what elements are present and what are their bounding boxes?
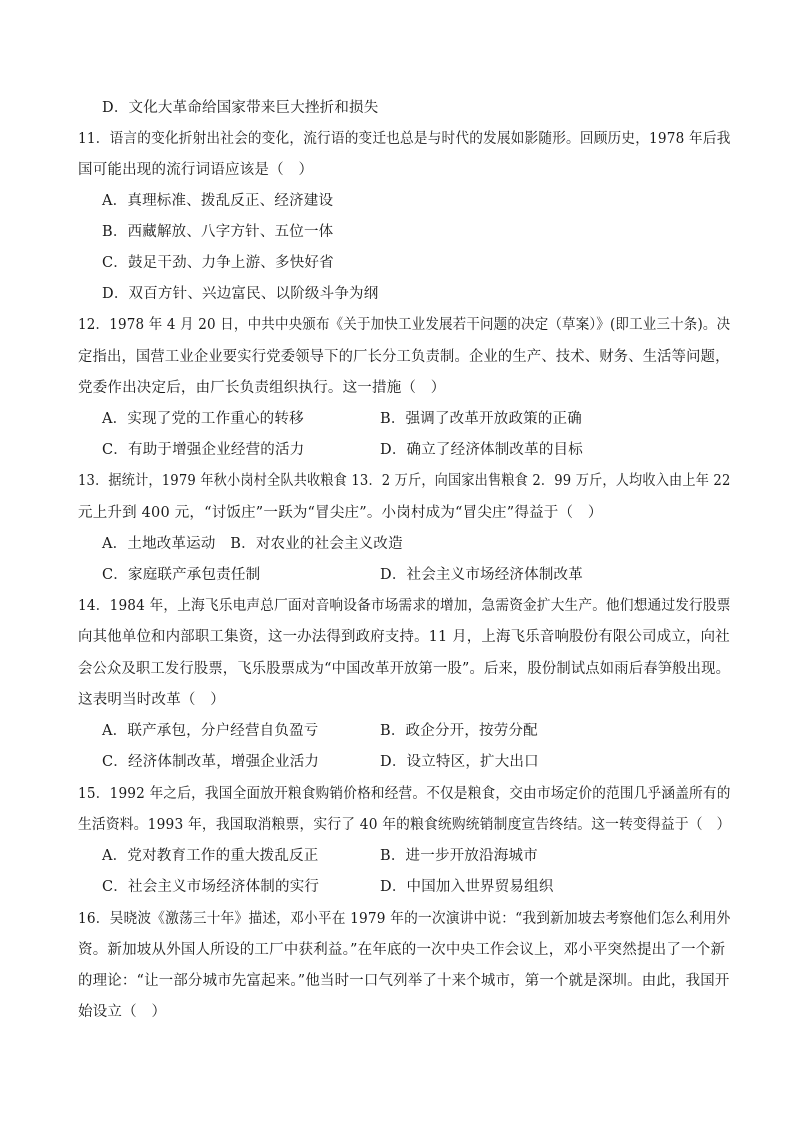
question-11-option-b: B．西藏解放、八字方针、五位一体 bbox=[102, 224, 334, 240]
question-14-option-d: D．设立特区，扩大出口 bbox=[380, 754, 539, 770]
question-14-stem-line-2: 向其他单位和内部职工集资，这一办法得到政府支持。11 月，上海飞乐音响股份有限公司成立，向社 bbox=[78, 629, 730, 645]
question-12-stem-line-1: 12．1978 年 4 月 20 日，中共中央颁布《关于加快工业发展若干问题的决定（草案）》(即工业三十条)。决 bbox=[78, 317, 731, 333]
question-15-option-c: C．社会主义市场经济体制的实行 bbox=[102, 879, 320, 895]
question-15-option-d: D．中国加入世界贸易组织 bbox=[380, 879, 554, 895]
question-14-option-b: B．政企分开，按劳分配 bbox=[380, 723, 538, 739]
question-14-stem-line-1: 14．1984 年，上海飞乐电声总厂面对音响设备市场需求的增加，急需资金扩大生产。他们想通过发行股票 bbox=[78, 598, 731, 614]
question-11-stem-line-1: 11．语言的变化折射出社会的变化，流行语的变迁也总是与时代的发展如影随形。回顾历史，1978 年后我 bbox=[78, 131, 731, 147]
question-13-stem-line-1: 13．据统计，1979 年秋小岗村全队共收粮食 13．2 万斤，向国家出售粮食 2．99 万斤，人均收入由上年 22 bbox=[78, 473, 731, 489]
question-14-option-a: A．联产承包，分户经营自负盈亏 bbox=[102, 723, 319, 739]
question-12-stem-line-3: 党委作出决定后，由厂长负责组织执行。这一措施（ ） bbox=[78, 380, 446, 396]
question-16-stem-line-2: 资。新加坡从外国人所设的工厂中获利益。”在年底的一次中央工作会议上，邓小平突然提出了一个新 bbox=[78, 942, 726, 958]
question-11-option-d: D．双百方针、兴边富民、以阶级斗争为纲 bbox=[102, 286, 379, 302]
prev-question-option-d: D．文化大革命给国家带来巨大挫折和损失 bbox=[102, 100, 379, 116]
question-12-stem-line-2: 定指出，国营工业企业要实行党委领导下的厂长分工负责制。企业的生产、技术、财务、生活等问题， bbox=[78, 349, 730, 365]
question-15-option-b: B．进一步开放沿海城市 bbox=[380, 848, 538, 864]
question-15-stem-line-1: 15．1992 年之后，我国全面放开粮食购销价格和经营。不仅是粮食，交由市场定价的范围几乎涵盖所有的 bbox=[78, 786, 731, 802]
question-13-stem-line-2: 元上升到 400 元，“讨饭庄”一跃为“冒尖庄”。小岗村成为“冒尖庄”得益于（ ） bbox=[78, 505, 603, 521]
question-12-option-c: C．有助于增强企业经营的活力 bbox=[102, 442, 305, 458]
question-14-option-c: C．经济体制改革，增强企业活力 bbox=[102, 754, 320, 770]
question-14-stem-line-3: 会公众及职工发行股票，飞乐股票成为“中国改革开放第一股”。后来，股份制试点如雨后春笋般出现。 bbox=[78, 661, 731, 677]
question-11-option-a: A．真理标准、拨乱反正、经济建设 bbox=[102, 193, 334, 209]
question-11-stem-line-2: 国可能出现的流行词语应该是（ ） bbox=[78, 162, 314, 178]
question-15-stem-line-2: 生活资料。1993 年，我国取消粮票，实行了 40 年的粮食统购统销制度宣告终结。这一转变得益于（ ） bbox=[78, 817, 731, 833]
question-15-option-a: A．党对教育工作的重大拨乱反正 bbox=[102, 848, 319, 864]
question-13-option-a-b: A．土地改革运动 B．对农业的社会主义改造 bbox=[102, 536, 403, 552]
question-16-stem-line-3: 的理论：“让一部分城市先富起来。”他当时一口气列举了十来个城市，第一个就是深圳。由此，我国开 bbox=[78, 973, 730, 989]
question-12-option-a: A．实现了党的工作重心的转移 bbox=[102, 411, 304, 427]
question-12-option-d: D．确立了经济体制改革的目标 bbox=[380, 442, 583, 458]
question-16-stem-line-1: 16．吴晓波《激荡三十年》描述，邓小平在 1979 年的一次演讲中说：“我到新加坡去考察他们怎么利用外 bbox=[78, 911, 731, 927]
question-12-option-b: B．强调了改革开放政策的正确 bbox=[380, 411, 582, 427]
question-13-option-d: D．社会主义市场经济体制改革 bbox=[380, 567, 583, 583]
question-14-stem-line-4: 这表明当时改革（ ） bbox=[78, 692, 225, 708]
question-11-option-c: C．鼓足干劲、力争上游、多快好省 bbox=[102, 255, 334, 271]
question-13-option-c: C．家庭联产承包责任制 bbox=[102, 567, 261, 583]
question-16-stem-line-4: 始设立（ ） bbox=[78, 1004, 167, 1020]
